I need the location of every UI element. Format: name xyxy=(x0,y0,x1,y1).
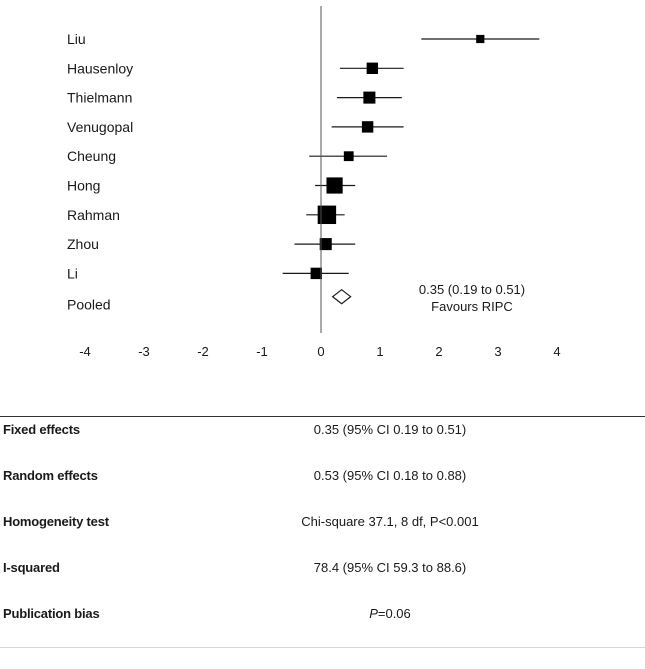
stat-label: Random effects xyxy=(3,468,98,483)
study-label: Liu xyxy=(67,31,86,47)
x-tick-label: 3 xyxy=(494,344,502,359)
pooled-label: Pooled xyxy=(67,296,111,313)
study-marker xyxy=(311,268,322,279)
publication-bias-row xyxy=(0,606,645,626)
study-label: Hausenloy xyxy=(67,60,134,77)
study-marker xyxy=(362,121,373,132)
stat-label: Publication bias xyxy=(3,606,100,621)
i-squared-row xyxy=(0,560,645,580)
x-tick-label: -3 xyxy=(138,344,150,359)
study-marker xyxy=(318,206,336,224)
stat-label: I-squared xyxy=(3,560,60,575)
pooled-annotation xyxy=(419,282,525,314)
stat-value: 0.53 (95% CI 0.18 to 0.88) xyxy=(313,468,467,483)
random-effects-row xyxy=(0,468,645,488)
homogeneity-test-row xyxy=(0,514,645,534)
study-label: Hong xyxy=(67,177,101,194)
stat-value: 0.35 (95% CI 0.19 to 0.51) xyxy=(313,422,467,437)
study-label: Zhou xyxy=(67,236,99,253)
summary-statistics-table xyxy=(0,416,645,648)
x-tick-label: 0 xyxy=(317,344,325,359)
stat-label: Fixed effects xyxy=(3,422,80,437)
pooled-estimate-text: 0.35 (0.19 to 0.51) xyxy=(418,282,526,297)
favours-ripc-text: Favours RIPC xyxy=(431,299,513,314)
study-label: Thielmann xyxy=(67,89,133,106)
study-marker xyxy=(326,177,342,193)
x-tick-label: 4 xyxy=(553,344,561,359)
stat-value: Chi-square 37.1, 8 df, P<0.001 xyxy=(301,514,479,529)
study-label: Rahman xyxy=(67,206,120,223)
study-marker xyxy=(476,35,484,43)
x-tick-label: -1 xyxy=(256,344,268,359)
markers xyxy=(311,35,485,304)
x-tick-label: -2 xyxy=(197,344,209,359)
study-marker xyxy=(363,92,375,104)
x-tick-label: -4 xyxy=(79,344,91,359)
study-labels xyxy=(67,31,133,313)
p-symbol: P xyxy=(369,606,378,621)
stat-value: 78.4 (95% CI 59.3 to 88.6) xyxy=(313,560,467,575)
x-tick-label: 1 xyxy=(376,344,384,359)
x-tick-label: 2 xyxy=(435,344,443,359)
p-value: =0.06 xyxy=(377,606,411,621)
study-marker xyxy=(320,238,332,250)
stat-label: Homogeneity test xyxy=(3,514,109,529)
study-label: Cheung xyxy=(67,148,117,165)
study-label: Venugopal xyxy=(67,118,134,135)
study-marker xyxy=(367,63,378,74)
stat-value xyxy=(190,606,590,621)
study-label: Li xyxy=(67,265,78,282)
study-marker xyxy=(344,151,354,161)
pooled-diamond xyxy=(333,290,351,304)
fixed-effects-row xyxy=(0,422,645,442)
